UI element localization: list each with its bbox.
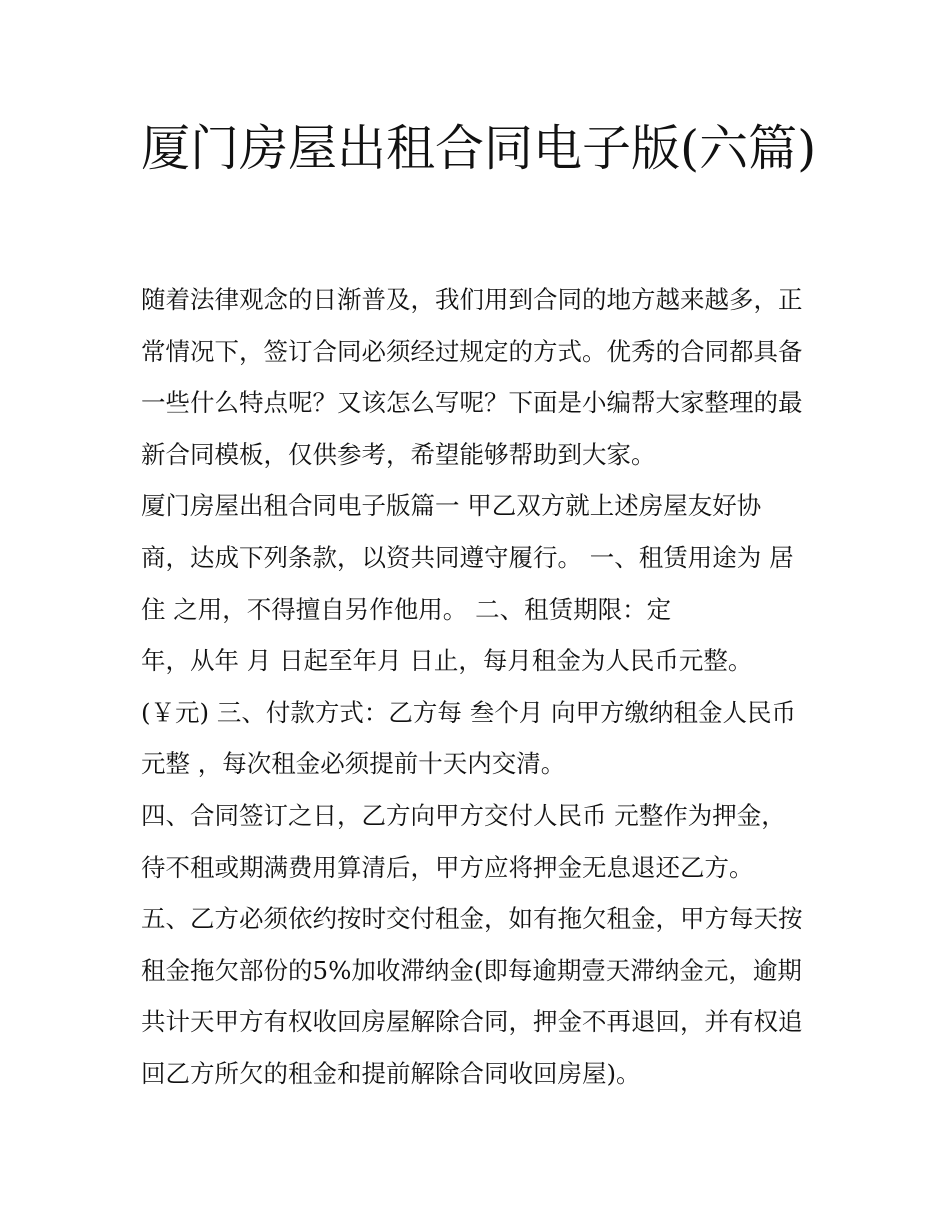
text-line: 共计天甲方有权收回房屋解除合同，押金不再退回，并有权追 — [141, 1007, 803, 1037]
text-line: 常情况下，签订合同必须经过规定的方式。优秀的合同都具备 — [141, 336, 803, 366]
document-title: 厦门房屋出租合同电子版(六篇) — [141, 120, 817, 177]
text-line: 五、乙方必须依约按时交付租金，如有拖欠租金，甲方每天按 — [141, 904, 803, 934]
text-line: 回乙方所欠的租金和提前解除合同收回房屋)。 — [141, 1058, 641, 1088]
text-line: 随着法律观念的日渐普及，我们用到合同的地方越来越多，正 — [141, 285, 803, 314]
text-line: 一些什么特点呢？又该怎么写呢？下面是小编帮大家整理的最 — [141, 388, 803, 418]
document-body — [141, 274, 821, 1100]
text-line: 厦门房屋出租合同电子版篇一 甲乙双方就上述房屋友好协 — [141, 491, 762, 521]
text-line: 租金拖欠部份的5%加收滞纳金(即每逾期壹天滞纳金元，逾期 — [141, 955, 802, 985]
text-line: 新合同模板，仅供参考，希望能够帮助到大家。 — [141, 439, 656, 469]
text-line: 住 之用，不得擅自另作他用。 二、租赁期限：定 — [141, 594, 672, 624]
text-line: 商，达成下列条款，以资共同遵守履行。 一、租赁用途为 居 — [141, 542, 794, 572]
text-line: 待不租或期满费用算清后，甲方应将押金无息退还乙方。 — [141, 852, 754, 882]
text-line: 年，从年 月 日起至年月 日止，每月租金为人民币元整。 — [141, 646, 753, 676]
text-line: 四、合同签订之日，乙方向甲方交付人民币 元整作为押金， — [141, 800, 786, 830]
text-line: (￥元) 三、付款方式：乙方每 叁个月 向甲方缴纳租金人民币 — [141, 697, 796, 727]
text-line: 元整 ，每次租金必须提前十天内交清。 — [141, 749, 566, 779]
